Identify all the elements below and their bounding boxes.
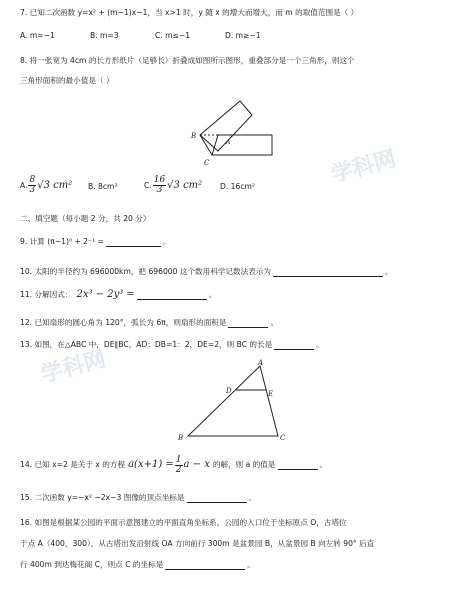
label-c: C (204, 159, 210, 167)
option-a[interactable]: A. m=−1 (20, 31, 55, 40)
label-b: B (178, 434, 184, 442)
question-11: 11. 分解因式： 2x³ − 2y³ = 。 (20, 289, 217, 300)
label-a: A (258, 359, 264, 367)
question-7 (20, 7, 467, 19)
question-8-options (20, 176, 467, 198)
option-d[interactable]: D. m≥−1 (225, 31, 261, 40)
question-14: 14. 已知 x=2 是关于 x 的方程 a(x+1) = $\frac{1}{2}$ a − x 的解，则 a 的值是 。 (20, 454, 328, 475)
fraction: $\frac{16}{3}$ (153, 175, 166, 195)
section-title: 二、填空题（每小题 2 分，共 20 分） (20, 214, 151, 223)
option-c[interactable]: C. $\frac{16}{3}$ √3 cm² (144, 175, 203, 195)
folded-paper-figure (190, 95, 330, 175)
label-d: D (226, 387, 232, 395)
label-e: E (268, 390, 274, 398)
answer-blank[interactable] (187, 493, 247, 503)
question-10: 10. 太阳的半径约为 696000km，把 696000 这个数用科学记数法表示为 。 (20, 267, 393, 276)
answer-blank[interactable] (278, 460, 318, 470)
option-b[interactable]: B. m=3 (90, 31, 119, 40)
question-12: 12. 已知扇形的圆心角为 120°，弧长为 6π，则扇形的面积是 。 (20, 318, 279, 327)
answer-blank[interactable] (274, 340, 314, 350)
question-8-line1: 8. 将一张宽为 4cm 的长方形纸片（足够长）折叠成如图所示图形，重叠部分是一个三角形，则这个 (20, 56, 355, 65)
option-b[interactable]: B. 8cm² (88, 182, 118, 191)
fraction: $\frac{1}{2}$ (175, 454, 182, 475)
watermark: 学科网 (38, 346, 109, 389)
option-d[interactable]: D. 16cm² (220, 182, 255, 191)
question-16: 16. 如图是根据某公园的平面示意图建立的平面直角坐标系，公园的入口位于坐标原点 O，古塔位 于点 A（400，300），从古塔出发沿射线 OA 方向前行 300m 是盆景园 B，从盆景园 B 向左转 90° 后直 行 400m 到达梅花阁 C，则点 C 的坐标是 。 (20, 518, 375, 569)
question-9: 9. 计算 (π−1)⁰ + 2⁻¹ = 。 (20, 237, 171, 246)
answer-blank[interactable] (165, 560, 245, 570)
fraction: $\frac{8}{3}$ (29, 175, 36, 195)
question-13: 13. 如图，在△ABC 中，DE∥BC，AD：DB=1：2，DE=2，则 BC 的长是 。 (20, 340, 324, 349)
option-a[interactable]: A. $\frac{8}{3}$ √3 cm² (20, 175, 73, 195)
answer-blank[interactable] (137, 290, 207, 300)
option-c[interactable]: C. m≤−1 (155, 31, 191, 40)
answer-blank[interactable] (228, 318, 268, 328)
label-c: C (280, 434, 286, 442)
watermark: 学科网 (328, 146, 399, 189)
question-7-options (20, 30, 467, 42)
label-a: A (226, 139, 231, 146)
triangle-figure (176, 358, 296, 448)
question-15: 15. 二次函数 y=−x² −2x−3 图像的顶点坐标是 。 (20, 493, 257, 502)
question-8-line2: 三角形面积的最小值是（ ） (20, 76, 114, 85)
answer-blank[interactable] (106, 237, 161, 247)
label-b: B (191, 132, 197, 140)
question-7-stem: 7. 已知二次函数 y=x² + (m−1)x−1，当 x>1 时，y 随 x 的增大而增大，而 m 的取值范围是（ ） (20, 8, 359, 17)
answer-blank[interactable] (273, 267, 383, 277)
question-8 (20, 55, 467, 87)
